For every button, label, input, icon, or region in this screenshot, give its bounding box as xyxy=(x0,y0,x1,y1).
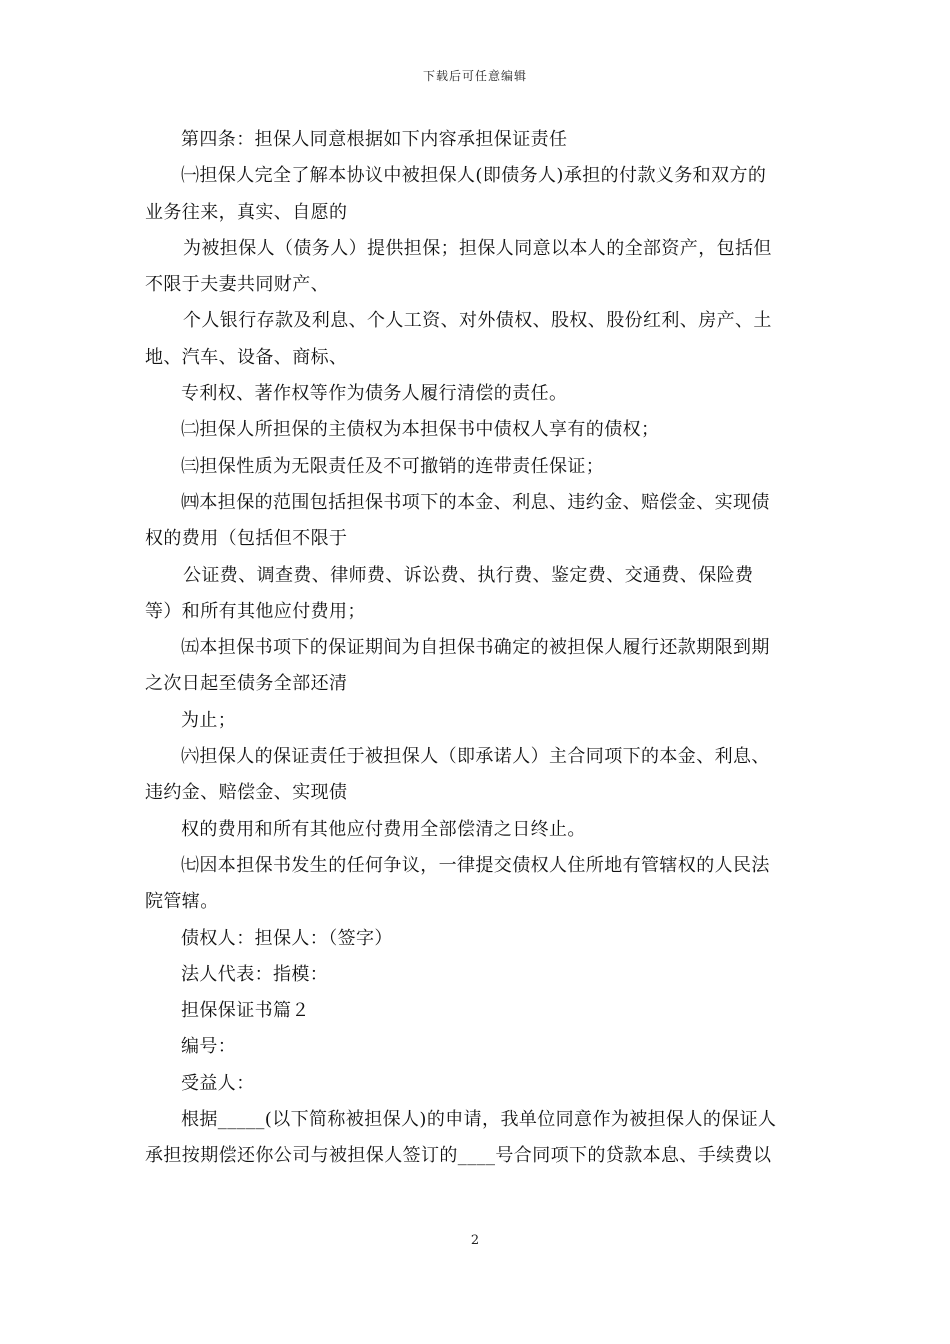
text-line: 为止； xyxy=(181,709,237,731)
text-line: 个人银行存款及利息、个人工资、对外债权、股权、股份红利、房产、土 xyxy=(183,310,772,332)
text-line: 权的费用（包括但不限于 xyxy=(145,528,348,550)
text-line: ㈤本担保书项下的保证期间为自担保书确定的被担保人履行还款期限到期 xyxy=(181,637,770,659)
document-body xyxy=(145,122,809,1175)
text-line: 承担按期偿还你公司与被担保人签订的____号合同项下的贷款本息、手续费以 xyxy=(145,1145,772,1167)
section-heading: 担保保证书篇２ xyxy=(181,1000,310,1022)
text-line: 专利权、著作权等作为债务人履行清偿的责任。 xyxy=(181,383,568,405)
text-line: 违约金、赔偿金、实现债 xyxy=(145,782,348,804)
text-line: 法人代表：指模： xyxy=(181,963,329,985)
text-line: ㈣本担保的范围包括担保书项下的本金、利息、违约金、赔偿金、实现债 xyxy=(181,491,770,513)
text-line: 权的费用和所有其他应付费用全部偿清之日终止。 xyxy=(181,818,586,840)
text-line: ㈡担保人所担保的主债权为本担保书中债权人享有的债权； xyxy=(181,419,660,441)
text-line: 受益人： xyxy=(181,1072,255,1094)
text-line: 公证费、调查费、律师费、诉讼费、执行费、鉴定费、交通费、保险费 xyxy=(183,564,754,586)
text-line: 为被担保人（债务人）提供担保；担保人同意以本人的全部资产，包括但 xyxy=(183,237,772,259)
text-line: 第四条：担保人同意根据如下内容承担保证责任 xyxy=(181,129,568,150)
text-line: 债权人：担保人：（签字） xyxy=(181,927,393,949)
text-line: 地、汽车、设备、商标、 xyxy=(145,346,348,368)
text-line: 不限于夫妻共同财产、 xyxy=(145,274,329,296)
text-line: 根据_____(以下简称被担保人)的申请，我单位同意作为被担保人的保证人 xyxy=(181,1109,777,1131)
text-line: 之次日起至债务全部还清 xyxy=(145,673,348,695)
text-line: ㈠担保人完全了解本协议中被担保人(即债务人)承担的付款义务和双方的 xyxy=(181,165,767,187)
page-number: 2 xyxy=(470,1233,480,1248)
text-line: ㈦因本担保书发生的任何争议，一律提交债权人住所地有管辖权的人民法 xyxy=(181,854,770,876)
text-line: 业务往来，真实、自愿的 xyxy=(145,201,348,223)
page-header: 下载后可任意编辑 xyxy=(422,69,527,83)
text-line: 院管辖。 xyxy=(145,891,219,913)
text-line: ㈢担保性质为无限责任及不可撤销的连带责任保证； xyxy=(181,455,605,477)
text-line: 编号： xyxy=(181,1036,237,1058)
text-line: ㈥担保人的保证责任于被担保人（即承诺人）主合同项下的本金、利息、 xyxy=(181,746,770,768)
text-line: 等）和所有其他应付费用； xyxy=(145,600,366,622)
